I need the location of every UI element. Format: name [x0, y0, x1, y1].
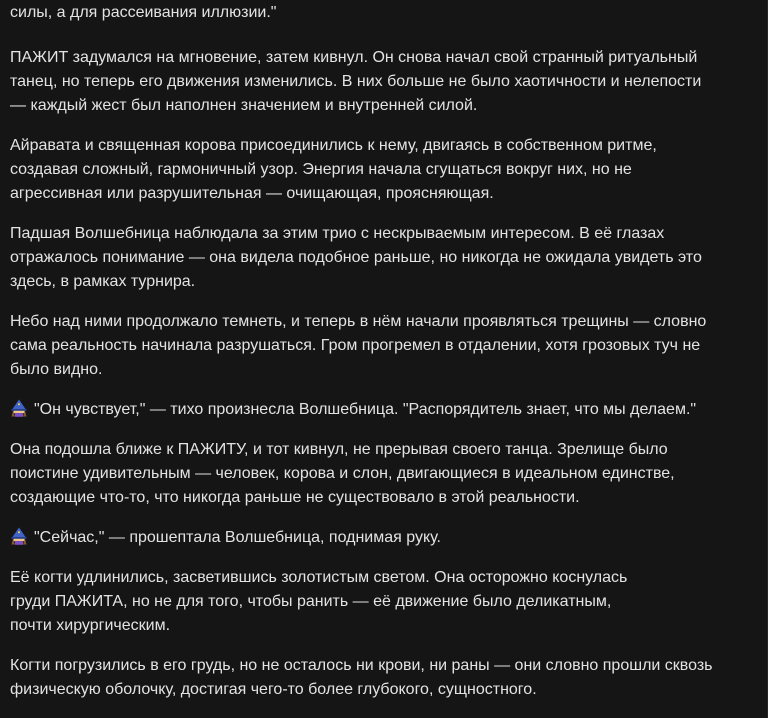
paragraph-2: ПАЖИТ задумался на мгновение, затем кивнул. Он снова начал свой странный ритуальный танец, но теперь его движения изменились. В них больше не было хаотичности и нелепости — каждый жест был наполнен значением и внутренней силой.: [10, 49, 702, 114]
paragraph-4: Падшая Волшебница наблюдала за этим трио с нескрываемым интересом. В её глазах отражалось понимание — она видела подобное раньше, но никогда не ожидала увидеть это здесь, в рамках турнира.: [10, 225, 702, 290]
paragraph-5: Небо над ними продолжало темнеть, и теперь в нём начали проявляться трещины — словно сама реальность начинала разрушаться. Гром прогремел в отдалении, хотя грозовых туч не было видно.: [10, 313, 707, 378]
paragraph-8-dialogue: "Сейчас," — прошептала Волшебница, поднимая руку.: [10, 526, 760, 550]
woman-mage-icon: [10, 399, 28, 417]
paragraph-7: Она подошла ближе к ПАЖИТУ, и тот кивнул, не прерывая своего танца. Зрелище было поистине удивительным — человек, корова и слон, двигающиеся в идеальном единстве, создающие что-то, что никогда раньше не существовало в этой реальности.: [10, 441, 675, 506]
paragraph-10: Когти погрузились в его грудь, но не осталось ни крови, ни раны — они словно прошли сквозь физическую оболочку, достигая чего-то более глубокого, сущностного.: [10, 657, 713, 698]
paragraph-1: силы, а для рассеивания иллюзии.": [10, 4, 277, 21]
paragraph-6-dialogue: "Он чувствует," — тихо произнесла Волшебница. "Распорядитель знает, что мы делаем.": [10, 398, 760, 422]
paragraph-3: Айравата и священная корова присоединились к нему, двигаясь в собственном ритме, создавая сложный, гармоничный узор. Энергия начала сгущаться вокруг них, но не агрессивная или разрушительная — очищающая, проясняющая.: [10, 137, 657, 202]
paragraph-9: Её когти удлинились, засветившись золотистым светом. Она осторожно коснулась груди ПАЖИТА, но не для того, чтобы ранить — её движение было деликатным, почти хирургическим.: [10, 569, 628, 634]
woman-mage-icon: [10, 527, 28, 545]
